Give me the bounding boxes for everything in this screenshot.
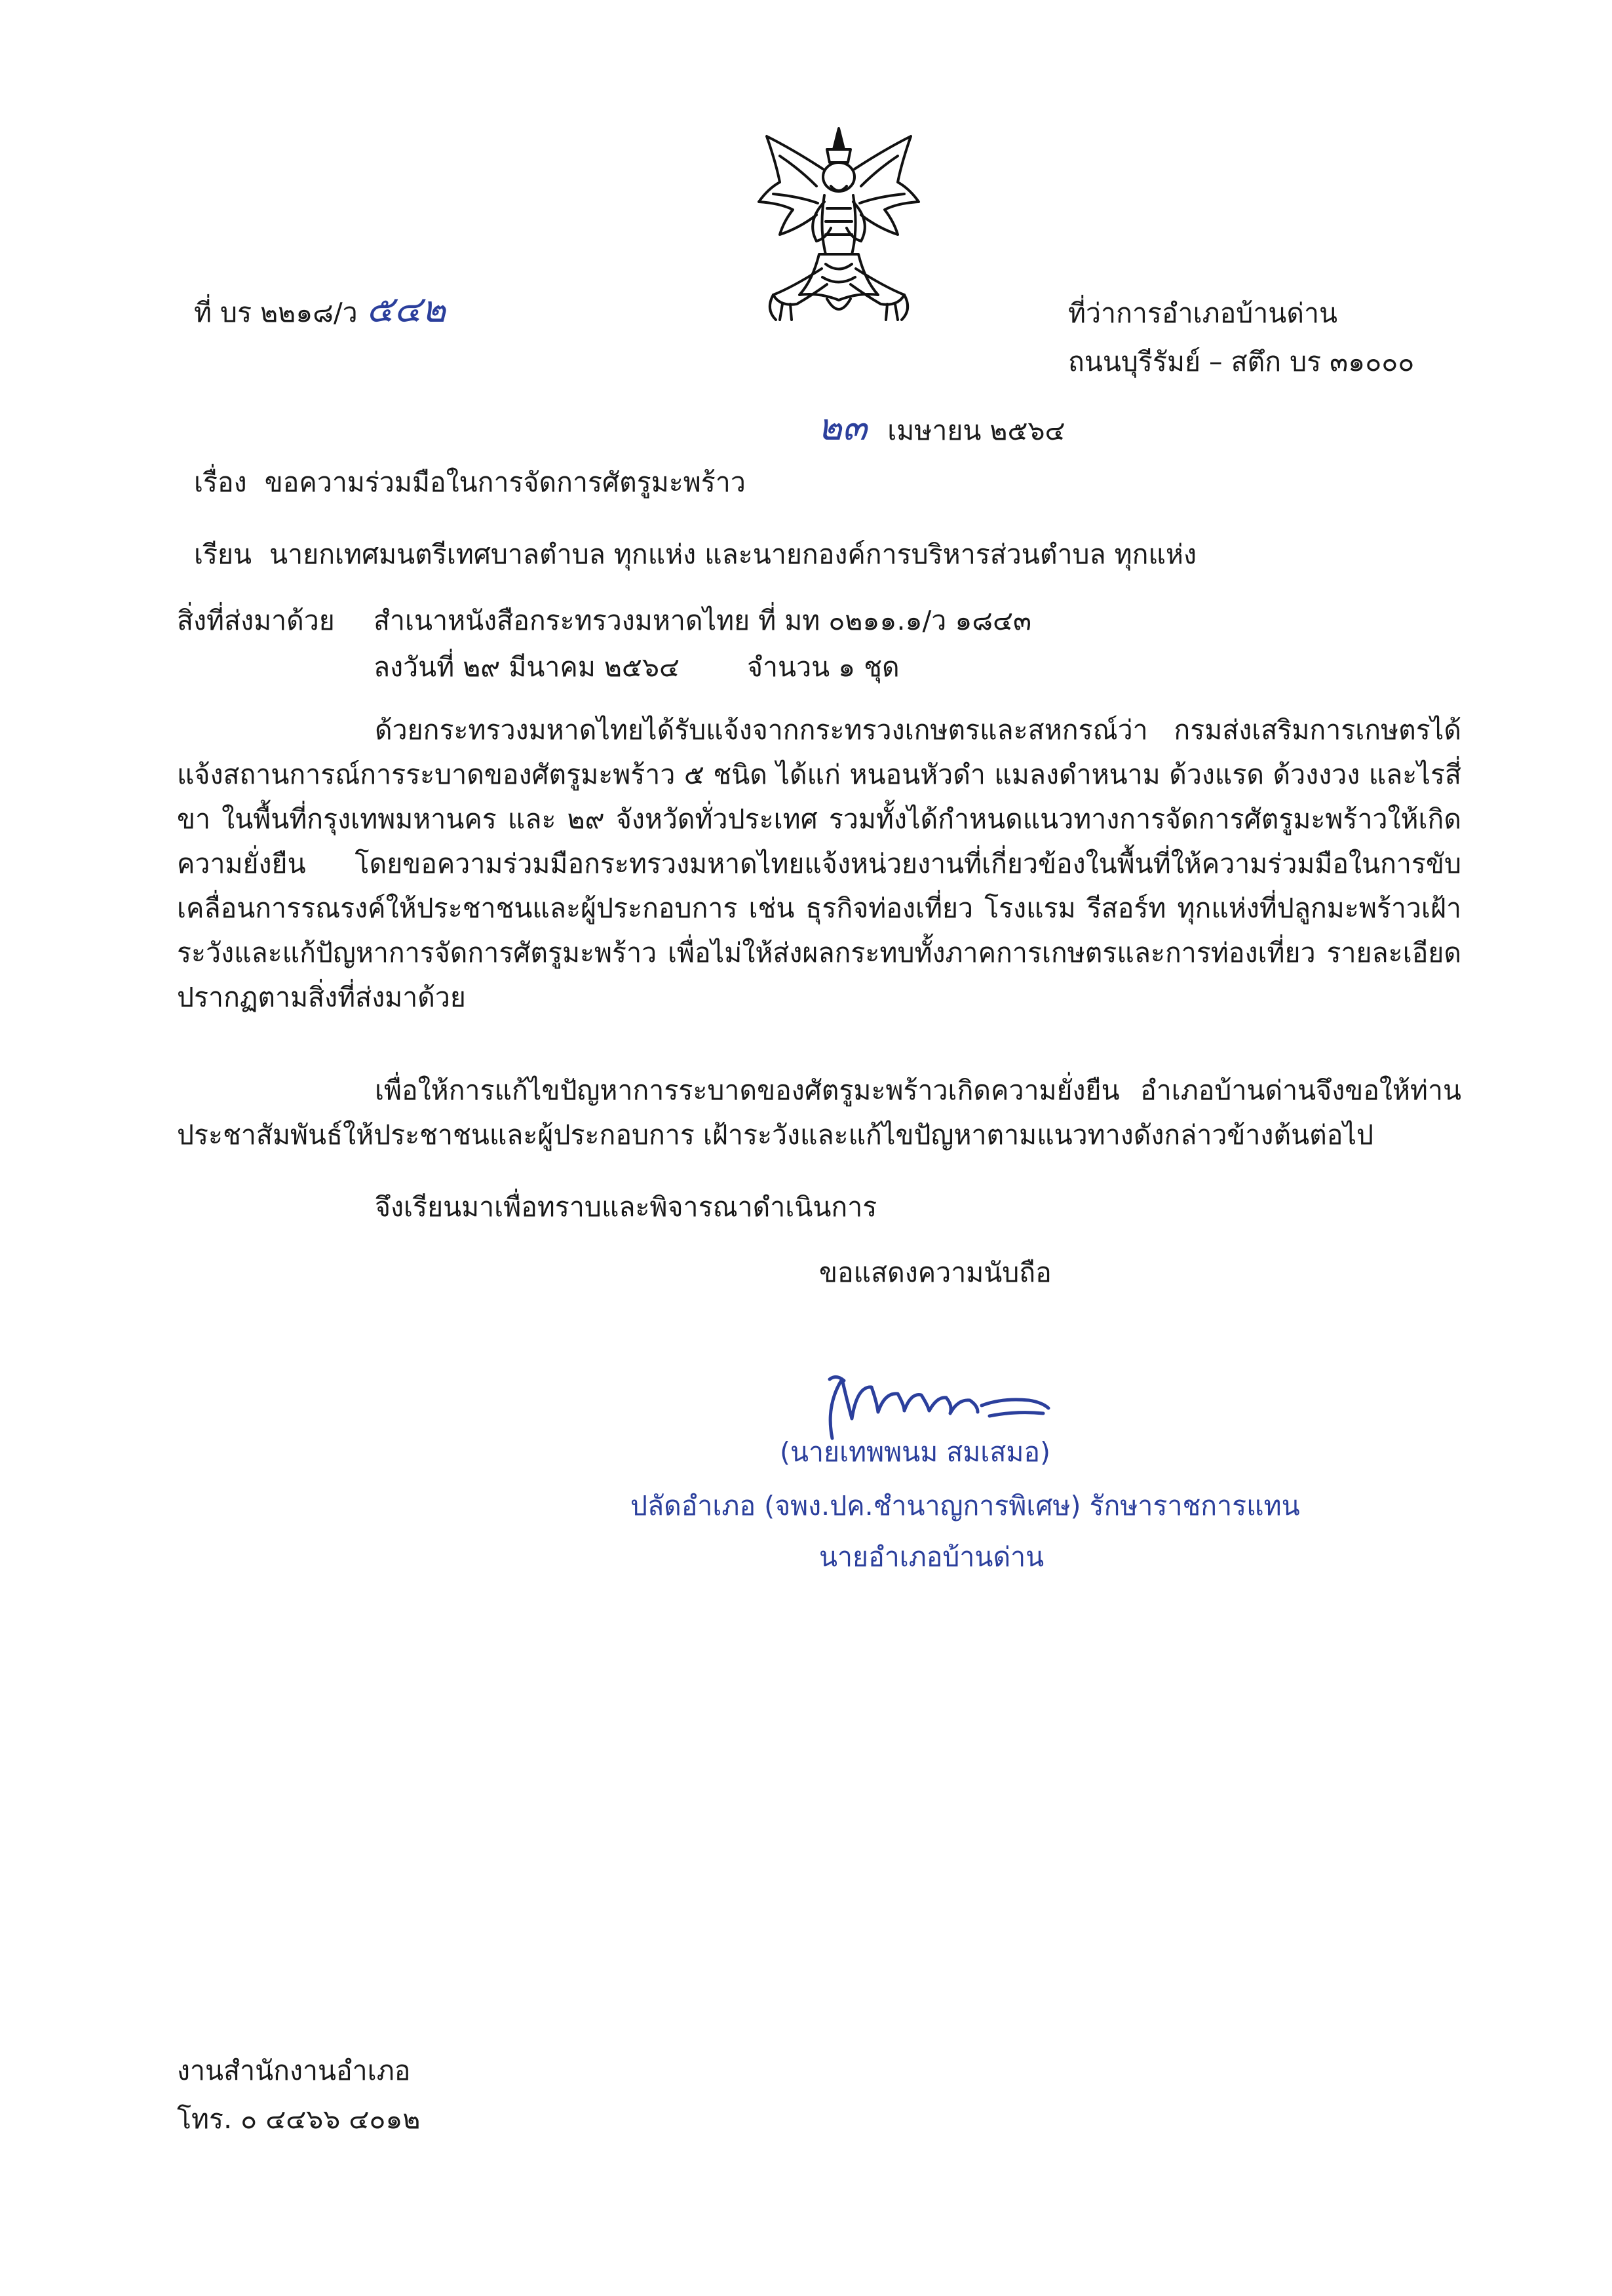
body-paragraph-2-text: เพื่อให้การแก้ไขปัญหาการระบาดของศัตรูมะพร้าวเกิดความยั่งยืน อำเภอบ้านด่านจึงขอให้ท่านประชาสัมพันธ์ให้ประชาชนและผู้ประกอบการ เฝ้าระวังและแก้ไขปัญหาตามแนวทางดังกล่าวข้างต้นต่อไป	[177, 1075, 1461, 1151]
signatory-position-line1: ปลัดอำเภอ (จพง.ปค.ชำนาญการพิเศษ) รักษาราชการแทน	[630, 1490, 1300, 1521]
attachment-label: สิ่งที่ส่งมาด้วย	[177, 605, 335, 636]
document-reference	[194, 288, 446, 331]
recipient-line	[194, 541, 1197, 568]
subject-text: ขอความร่วมมือในการจัดการศัตรูมะพร้าว	[264, 467, 746, 498]
attachment-quantity: จำนวน ๑ ชุด	[747, 651, 900, 683]
attachment-line2: ลงวันที่ ๒๙ มีนาคม ๒๕๖๔	[374, 651, 680, 683]
office-name: ที่ว่าการอำเภอบ้านด่าน	[1068, 297, 1338, 329]
footer-department: งานสำนักงานอำเภอ	[177, 2055, 411, 2086]
date-month-year: เมษายน ๒๕๖๔	[887, 415, 1065, 446]
subject-label: เรื่อง	[194, 467, 247, 498]
attachment-line1: สำเนาหนังสือกระทรวงมหาดไทย ที่ มท ๐๒๑๑.๑/ว ๑๘๔๓	[374, 605, 1032, 636]
garuda-emblem-icon	[754, 123, 924, 333]
document-date	[818, 406, 1065, 449]
reference-number: ๕๔๒	[366, 288, 446, 331]
recipient-text: นายกเทศมนตรีเทศบาลตำบล ทุกแห่ง และนายกองค์การบริหารส่วนตำบล ทุกแห่ง	[269, 539, 1197, 570]
closing-request: จึงเรียนมาเพื่อทราบและพิจารณาดำเนินการ	[375, 1191, 877, 1223]
body-paragraph-2	[177, 1068, 1461, 1157]
reference-prefix: ที่ บร ๒๒๑๘/ว	[194, 297, 358, 328]
recipient-label: เรียน	[194, 539, 252, 570]
closing-salutation: ขอแสดงความนับถือ	[819, 1257, 1052, 1288]
footer-phone: โทร. ๐ ๔๔๖๖ ๔๐๑๒	[177, 2103, 421, 2135]
signatory-name: (นายเทพพนม สมเสมอ)	[780, 1436, 1050, 1468]
subject-line	[194, 469, 746, 496]
body-paragraph-1-text: ด้วยกระทรวงมหาดไทยได้รับแจ้งจากกระทรวงเกษตรและสหกรณ์ว่า กรมส่งเสริมการเกษตรได้แจ้งสถานการณ์การระบาดของศัตรูมะพร้าว ๕ ชนิด ได้แก่ หนอนหัวดำ แมลงดำหนาม ด้วงแรด ด้วงงวง และไรสี่ขา ในพื้นที่กรุงเทพมหานคร และ ๒๙ จังหวัดทั่วประเทศ รวมทั้งได้กำหนดแนวทางการจัดการศัตรูมะพร้าวให้เกิดความยั่งยืน โดยขอความร่วมมือกระทรวงมหาดไทยแจ้งหน่วยงานที่เกี่ยวข้องในพื้นที่ให้ความร่วมมือในการขับเคลื่อนการรณรงค์ให้ประชาชนและผู้ประกอบการ เช่น ธุรกิจท่องเที่ยว โรงแรม รีสอร์ท ทุกแห่งที่ปลูกมะพร้าวเฝ้าระวังและแก้ปัญหาการจัดการศัตรูมะพร้าว เพื่อไม่ให้ส่งผลกระทบทั้งภาคการเกษตรและการท่องเที่ยว รายละเอียดปรากฏตามสิ่งที่ส่งมาด้วย	[177, 714, 1461, 1013]
handwritten-signature-icon	[806, 1340, 1068, 1451]
office-address: ถนนบุรีรัมย์ – สตึก บร ๓๑๐๐๐	[1068, 346, 1415, 377]
date-day: ๒๓	[818, 406, 868, 449]
body-paragraph-1	[177, 708, 1461, 1020]
signatory-position-line2: นายอำเภอบ้านด่าน	[819, 1541, 1045, 1573]
